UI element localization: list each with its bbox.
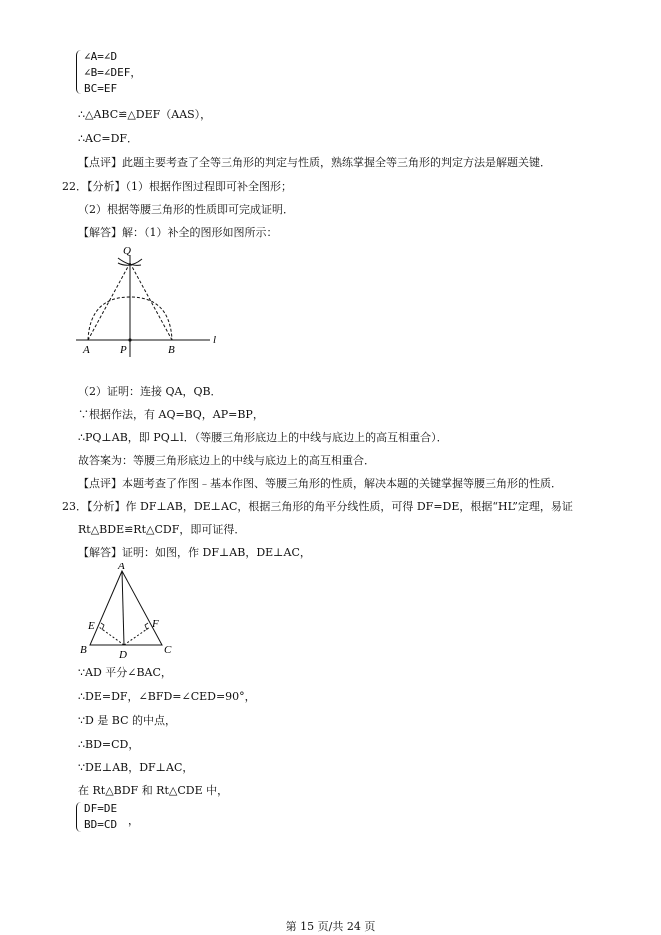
label-f: F bbox=[152, 618, 159, 630]
label-d: D bbox=[119, 649, 127, 661]
brace-icon bbox=[76, 802, 83, 832]
q22-figure bbox=[70, 245, 230, 375]
q23-answer-intro: 【解答】证明：如图，作 DF⊥AB，DE⊥AC， bbox=[78, 546, 311, 559]
label-b: B bbox=[168, 344, 175, 356]
q23-step-4: ∴BD=CD， bbox=[78, 738, 140, 751]
prev-conclusion-1: ∴△ABC≌△DEF（AAS）， bbox=[78, 108, 212, 121]
q22-proof-1: （2）证明：连接 QA，QB． bbox=[78, 385, 222, 398]
q23-analysis-2: Rt△BDE≌Rt△CDF，即可证得． bbox=[78, 523, 246, 536]
prev-system-line-2: ∠B=∠DEF， bbox=[84, 66, 142, 79]
q23-system-line-1: DF=DE bbox=[84, 802, 118, 815]
segment-df bbox=[124, 627, 150, 645]
q23-analysis-1: 23．【分析】作 DF⊥AB，DE⊥AC，根据三角形的角平分线性质，可得 DF=DE，根据“HL”定理，易证 bbox=[62, 500, 573, 513]
q23-step-3: ∵D 是 BC 的中点， bbox=[78, 714, 177, 727]
label-c: C bbox=[164, 644, 172, 656]
label-a: A bbox=[118, 563, 125, 572]
triangle-abc bbox=[90, 571, 162, 645]
q22-comment: 【点评】本题考查了作图﹣基本作图、等腰三角形的性质，解决本题的关键掌握等腰三角形的性质． bbox=[78, 477, 562, 490]
q22-proof-3: ∴PQ⊥AB，即 PQ⊥l．（等腰三角形底边上的中线与底边上的高互相重合）． bbox=[78, 431, 448, 444]
label-a: A bbox=[83, 344, 90, 356]
segment-de bbox=[99, 627, 124, 645]
q23-step-2: ∴DE=DF，∠BFD=∠CED=90°， bbox=[78, 690, 256, 703]
q23-step-6: 在 Rt△BDF 和 Rt△CDE 中， bbox=[78, 784, 229, 797]
page-footer: 第 15 页/共 24 页 bbox=[285, 920, 376, 933]
label-b: B bbox=[80, 644, 87, 656]
q22-answer-intro: 【解答】解：（1）补全的图形如图所示： bbox=[78, 226, 278, 239]
q22-analysis-1: 22．【分析】（1）根据作图过程即可补全图形； bbox=[62, 180, 292, 193]
q23-step-1: ∵AD 平分∠BAC， bbox=[78, 666, 172, 679]
q23-figure bbox=[78, 563, 188, 663]
brace-icon bbox=[76, 50, 83, 94]
point-p bbox=[128, 338, 131, 341]
q22-final-answer: 故答案为：等腰三角形底边上的中线与底边上的高互相重合． bbox=[78, 454, 375, 467]
segment-ad bbox=[122, 571, 124, 645]
segment-qb bbox=[130, 263, 172, 340]
label-q: Q bbox=[123, 245, 131, 257]
label-l: l bbox=[213, 334, 217, 346]
prev-comment: 【点评】此题主要考查了全等三角形的判定与性质，熟练掌握全等三角形的判定方法是解题关键． bbox=[78, 156, 551, 169]
right-angle-e bbox=[101, 623, 104, 630]
q22-proof-2: ∵根据作法，有 AQ=BQ，AP=BP， bbox=[78, 408, 264, 421]
q23-system-line-2: BD=CD bbox=[84, 818, 118, 831]
prev-conclusion-2: ∴AC=DF． bbox=[78, 132, 139, 145]
q23-system-suffix: ， bbox=[128, 814, 139, 827]
label-e: E bbox=[88, 620, 95, 632]
prev-system-line-1: ∠A=∠D bbox=[84, 50, 118, 63]
q23-step-5: ∵DE⊥AB，DF⊥AC， bbox=[78, 761, 194, 774]
q22-analysis-2: （2）根据等腰三角形的性质即可完成证明． bbox=[78, 203, 294, 216]
label-p: P bbox=[120, 344, 127, 356]
prev-system-line-3: BC=EF bbox=[84, 82, 118, 95]
